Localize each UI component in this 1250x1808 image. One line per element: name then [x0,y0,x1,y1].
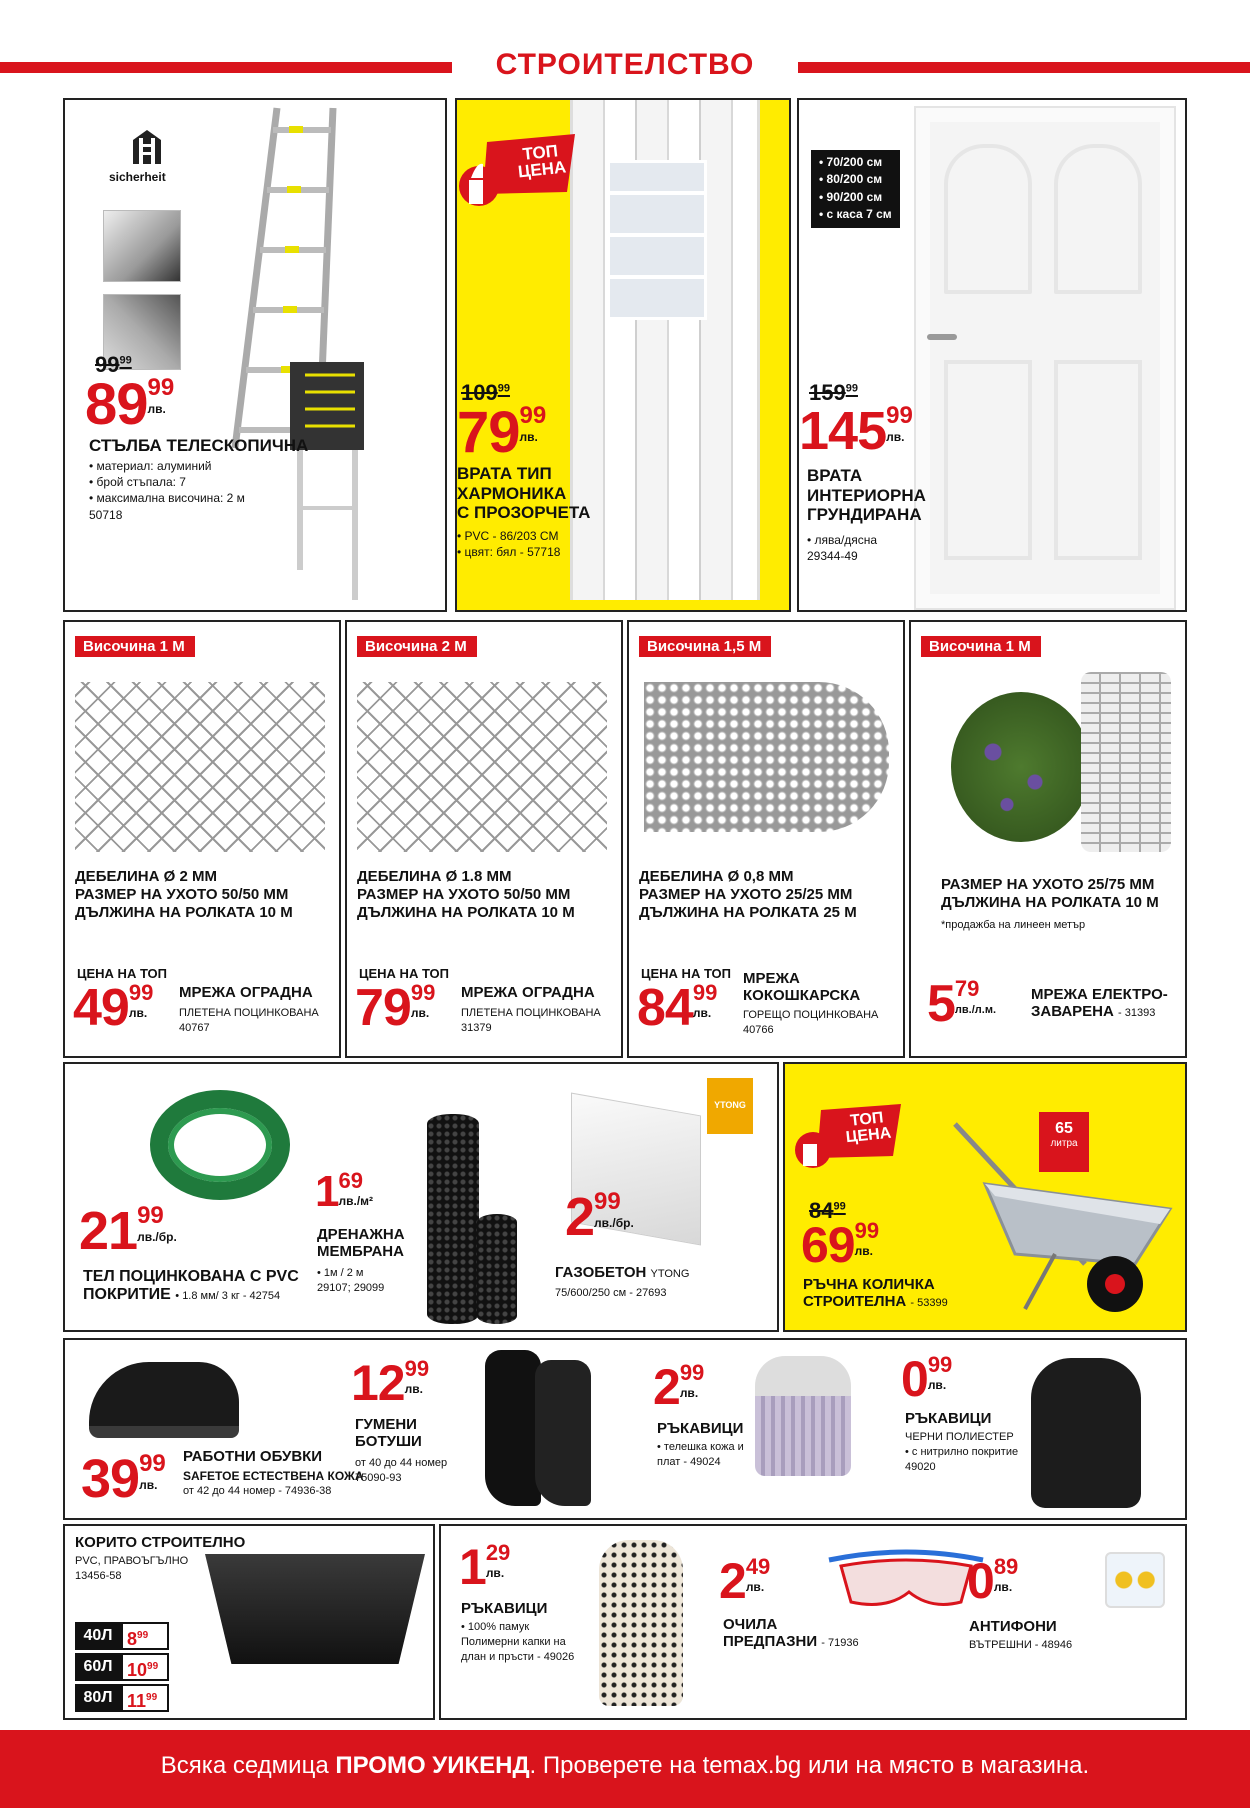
membrane-roll-image [477,1214,517,1324]
price-main: 2 [719,1553,746,1609]
product-code: 29107; 29099 [317,1281,385,1294]
fence2-name: МРЕЖА ОГРАДНА [461,984,595,1001]
rubber-boots-image [485,1350,541,1506]
leather-gloves-image [755,1356,851,1476]
cotton-gloves-price [459,1539,511,1595]
desc-line: длан и пръсти - 49026 [461,1650,575,1663]
name-line: ГАЗОБЕТОН [555,1264,647,1281]
height-label: Височина 1 М [75,636,195,657]
price-unit: лв. [519,430,538,444]
cotton-gloves-desc [461,1620,574,1665]
interior-door-card[interactable] [797,98,1187,612]
desc-line: ПЛЕТЕНА ПОЦИНКОВАНА [461,1007,601,1019]
price-cents: 79 [954,976,980,1001]
price-cents: 99 [854,1218,880,1243]
header-rule-right [798,62,1250,73]
leather-gloves-price [653,1359,705,1415]
fence2-price [355,979,436,1037]
price-unit: лв. [147,402,166,416]
chicken-mesh-name [743,970,860,1005]
size-option: • 80/200 см [819,171,892,188]
fence2-desc [461,1006,601,1036]
price-cents: 99 [137,1630,149,1641]
price-main: 49 [73,979,129,1037]
mesh-specs [639,868,857,922]
name-line: С ПРОЗОРЧЕТА [457,503,591,523]
size-option: • 90/200 см [819,189,892,206]
concrete-desc: 75/600/250 см - 27693 [555,1287,667,1299]
old-price-cents: 99 [845,382,858,395]
product-code: 49020 [905,1460,936,1473]
accordion-door-card[interactable] [455,98,791,612]
product-code: 50718 [89,507,123,522]
footer-text: . Проверете на temax.bg или на място в магазина. [529,1752,1090,1779]
trough-row [75,1653,169,1681]
mesh-specs [357,868,575,922]
name-line: ГУМЕНИ [355,1416,417,1433]
spec-line: ДЪЛЖИНА НА РОЛКАТА 10 М [941,894,1159,911]
price-cents: 99 [139,1450,166,1477]
price-main: 79 [355,979,411,1037]
top-price-label: ЦЕНА НА ТОП [77,966,168,981]
price-unit: лв. [128,1006,148,1020]
product-code: - 71936 [821,1637,859,1650]
footer-text: Всяка седмица [160,1752,336,1779]
concrete-price [565,1187,634,1247]
accordion-desc [457,528,560,560]
welded-mesh-name [1031,986,1168,1021]
price-main: 39 [81,1449,140,1509]
price-unit: лв. [692,1006,712,1020]
earplugs-desc: ВЪТРЕШНИ - 48946 [969,1639,1073,1651]
old-price-value: 84 [809,1198,834,1223]
interior-desc [807,532,877,564]
volume-unit: литра [1050,1138,1078,1149]
desc-line: ПЛЕТЕНА ПОЦИНКОВАНА [179,1007,319,1019]
old-price-value: 99 [95,352,120,377]
price-main: 5 [927,975,955,1033]
chicken-mesh-desc [743,1008,878,1038]
wheelbarrow-name [803,1276,948,1311]
name-line: ХАРМОНИКА [457,483,567,503]
brand-name: sicherheit [109,170,166,184]
price-cents: 99 [886,402,913,429]
ladder-desc [89,458,245,523]
price-unit: лв. [927,1378,947,1392]
desc-line: • PVC - 86/203 СМ [457,529,559,543]
welded-mesh-card[interactable] [909,620,1187,1058]
name-line: СТРОИТЕЛНА [803,1293,907,1311]
price-main: 12 [351,1355,405,1411]
desc-line: • 1.8 мм/ 3 кг - 42754 [175,1290,281,1303]
price-main: 0 [901,1351,928,1407]
top-price-label: ЦЕНА НА ТОП [359,966,450,981]
spec-line: ДЪЛЖИНА НА РОЛКАТА 10 М [75,904,293,921]
desc-line: Полимерни капки на [461,1635,566,1648]
shoes-name: РАБОТНИ ОБУВКИ [183,1448,323,1465]
boots-desc [355,1456,447,1486]
door-handle [927,334,957,340]
name-line: МЕМБРАНА [317,1243,404,1261]
desc-line: • максимална височина: 2 м [89,491,245,506]
price-cents: 89 [993,1554,1019,1579]
nitrile-gloves-price [901,1351,953,1407]
spec-line: ДЕБЕЛИНА Ø 1.8 ММ [357,868,512,885]
membrane-roll-image [427,1114,479,1324]
price-main: 10 [127,1660,148,1680]
shoes-desc [183,1468,364,1499]
building-materials-card[interactable] [63,1062,779,1332]
price-cents: 69 [338,1168,363,1193]
concrete-name [555,1264,689,1281]
size-option: • 70/200 см [819,154,892,171]
top-price-label: ЦЕНА НА ТОП [641,966,732,981]
price-cents: 99 [410,980,436,1005]
desc-line: • 1м / 2 м [317,1267,364,1279]
rubber-boots-image [535,1360,591,1506]
name-line: ГРУНДИРАНА [807,505,922,525]
price-cents: 99 [519,402,547,429]
mesh-specs [75,868,293,922]
price-unit: лв. [485,1566,505,1580]
header-rule-left [0,62,452,73]
earplugs-image [1105,1552,1165,1608]
old-price-value: 109 [461,380,498,405]
shoes-price [81,1449,166,1509]
ytong-logo: YTONG [707,1078,753,1134]
trough-size-table [75,1622,169,1712]
name-line: ТЕЛ ПОЦИНКОВАНА С PVC [83,1268,299,1285]
price-main: 79 [457,400,520,465]
spec-line: РАЗМЕР НА УХОТО 25/25 ММ [639,886,853,903]
price-cents: 99 [692,980,718,1005]
product-code: 31379 [461,1021,492,1034]
trough-row [75,1622,169,1650]
price-unit: лв./м² [338,1194,374,1208]
spec-line: ДЪЛЖИНА НА РОЛКАТА 25 М [639,904,857,921]
ladder-price [85,372,175,437]
cotton-gloves-image [599,1540,683,1706]
fence1-price [73,979,154,1037]
workwear-card[interactable] [63,1338,1187,1520]
footer-promo: ПРОМО УИКЕНД [335,1752,530,1779]
top-price-badge [457,134,577,229]
price-main: 21 [79,1201,138,1261]
price-main: 1 [459,1539,486,1595]
price-main: 145 [799,401,887,461]
desc-line: • цвят: бял - 57718 [457,545,561,560]
goggles-price [719,1553,771,1609]
earplugs-name: АНТИФОНИ [969,1618,1057,1635]
height-label: Височина 1,5 М [639,636,771,657]
brand-suffix: YTONG [650,1268,690,1280]
name-line: КОКОШКАРСКА [743,987,861,1005]
chicken-mesh-card[interactable] [627,620,905,1058]
desc-line: SAFETOE ЕСТЕСТВЕНА КОЖА [183,1469,364,1483]
desc-line: от 42 до 44 номер - 74936-38 [183,1485,332,1498]
product-code: 40767 [179,1021,210,1034]
door-panel [944,360,1032,560]
desc-line: ГОРЕЩО ПОЦИНКОВАНА [743,1009,879,1021]
price-unit: лв. [139,1478,158,1492]
door-panel [1054,144,1142,294]
price-cents: 99 [128,980,154,1005]
name-line: ПРЕДПАЗНИ [723,1633,818,1651]
boots-price [351,1355,430,1411]
price-cents: 99 [146,1692,158,1703]
trough-row [75,1684,169,1712]
wheelbarrow-price [801,1217,880,1273]
old-price-cents: 99 [497,382,510,395]
price-unit: лв. [993,1580,1013,1594]
protection-card[interactable] [439,1524,1187,1720]
price-main: 8 [127,1629,138,1649]
desc-line: • лява/дясна [807,533,878,547]
work-shoe-image [89,1362,239,1438]
trough-size: 80Л [75,1684,121,1712]
name-line: ЗАВАРЕНА [1031,1003,1114,1021]
badge-line: ЦЕНА [845,1124,893,1147]
welded-mesh-roll-image [1081,672,1171,852]
wire-name [83,1268,299,1305]
accordion-name [457,464,590,523]
promo-footer [0,1730,1250,1808]
goggles-name [723,1616,859,1651]
trough-card[interactable] [63,1524,435,1720]
price-cents: 99 [594,1188,621,1215]
chicken-mesh-image [644,682,889,832]
desc-line: от 40 до 44 номер [355,1457,448,1469]
desc-line: плат - 49024 [657,1455,721,1468]
spec-line: ДЪЛЖИНА НА РОЛКАТА 10 М [357,904,575,921]
price-cents: 29 [485,1540,511,1565]
price-cents: 99 [927,1352,953,1377]
door-sizes [811,150,900,228]
price-main: 89 [85,372,148,437]
wire-price [79,1201,177,1261]
chicken-mesh-price [637,979,718,1037]
interior-name [807,466,926,525]
name-line: ВРАТА [807,466,863,485]
price-unit: лв. [410,1006,430,1020]
product-code: 40766 [743,1023,774,1036]
fence-mesh-2-card[interactable] [345,620,623,1058]
safety-goggles-image [821,1540,991,1620]
welded-mesh-price [927,975,997,1033]
spec-line: ДЕБЕЛИНА Ø 0,8 ММ [639,868,794,885]
product-code: 13456-58 [75,1569,122,1582]
spec-line: РАЗМЕР НА УХОТО 50/50 ММ [75,886,289,903]
trough-name: КОРИТО СТРОИТЕЛНО [75,1534,246,1551]
name-line: МРЕЖА [743,970,800,987]
door-panel [1054,360,1142,560]
wheelbarrow-image [935,1114,1185,1314]
mesh-specs [941,876,1159,912]
desc-line: 29344-49 [807,549,858,564]
price-cents: 99 [147,1661,159,1672]
product-code: 75090-93 [355,1471,402,1484]
spec-line: ДЕБЕЛИНА Ø 2 ММ [75,868,217,885]
trough-image [205,1554,425,1664]
door-panel [944,144,1032,294]
price-unit: лв. [886,430,905,444]
door-window [607,160,707,320]
leather-gloves-name: РЪКАВИЦИ [657,1420,744,1437]
nitrile-gloves-image [1031,1358,1141,1508]
price-main: 2 [565,1187,595,1247]
height-label: Височина 2 М [357,636,477,657]
name-line: ИНТЕРИОРНА [807,485,926,505]
badge-line: ТОП [521,141,559,164]
old-price-cents: 99 [119,354,132,367]
spec-line: РАЗМЕР НА УХОТО 50/50 ММ [357,886,571,903]
desc-line: PVC, ПРАВОЪГЪЛНО [75,1555,189,1567]
old-price-value: 159 [809,380,846,405]
product-code: - 53399 [910,1297,948,1310]
sale-note: *продажба на линеен метър [941,919,1086,931]
price-cents: 99 [137,1202,164,1229]
membrane-price [315,1167,374,1216]
nitrile-gloves-desc [905,1430,1018,1475]
size-option: • с каса 7 см [819,206,892,223]
ladder-image [215,100,445,610]
wheelbarrow-card[interactable] [783,1062,1187,1332]
price-cents: 49 [745,1554,771,1579]
name-line: БОТУШИ [355,1433,422,1451]
badge-line: ЦЕНА [517,157,568,182]
fence1-desc [179,1006,319,1036]
fence1-name: МРЕЖА ОГРАДНА [179,984,313,1001]
height-label: Височина 1 М [921,636,1041,657]
membrane-name [317,1226,405,1261]
volume-value: 65 [1055,1120,1073,1137]
price-unit: лв./бр. [594,1216,634,1230]
leather-gloves-desc [657,1440,744,1470]
name-line: ДРЕНАЖНА [317,1226,405,1243]
badge-line: ТОП [849,1109,885,1130]
price-cents: 99 [679,1360,705,1385]
price-main: 1 [315,1167,339,1216]
garden-image [951,692,1091,842]
interior-price [799,401,913,461]
price-unit: лв. [854,1244,873,1258]
desc-line: • 100% памук [461,1621,530,1633]
desc-line: • брой стъпала: 7 [89,475,186,490]
desc-line: • материал: алуминий [89,459,212,473]
name-line: ОЧИЛА [723,1616,778,1633]
trough-size: 40Л [75,1622,121,1650]
fence-mesh-1-card[interactable] [63,620,341,1058]
earplugs-price [967,1553,1019,1609]
price-unit: лв. [404,1382,423,1396]
product-code: - 31393 [1118,1007,1156,1020]
price-main: 2 [653,1359,680,1415]
name-line: ПОКРИТИЕ [83,1286,171,1304]
accordion-price [457,400,547,465]
price-main: 84 [637,979,693,1037]
membrane-desc [317,1266,384,1296]
price-cents: 99 [404,1356,430,1381]
desc-line: • с нитрилно покритие [905,1445,1019,1458]
price-cents: 99 [147,374,175,401]
name-line: ВРАТА ТИП [457,464,552,483]
chain-link-image [357,682,607,852]
page-title: СТРОИТЕЛСТВО [495,48,755,81]
ladder-card[interactable] [63,98,447,612]
price-unit: лв./бр. [137,1230,177,1244]
price-main: 11 [127,1691,147,1711]
boots-name [355,1416,422,1451]
old-price-cents: 99 [833,1200,846,1213]
name-line: МРЕЖА ЕЛЕКТРО- [1031,986,1168,1003]
trough-size: 60Л [75,1653,121,1681]
name-line: РЪЧНА КОЛИЧКА [803,1276,935,1293]
price-unit: лв. [679,1386,699,1400]
desc-line: ЧЕРНИ ПОЛИЕСТЕР [905,1431,1014,1443]
ladder-detail-image [103,210,181,282]
cotton-gloves-name: РЪКАВИЦИ [461,1600,548,1617]
top-price-badge [793,1104,903,1189]
ladder-name: СТЪЛБА ТЕЛЕСКОПИЧНА [89,436,309,455]
price-unit: лв. [745,1580,765,1594]
nitrile-gloves-name: РЪКАВИЦИ [905,1410,992,1427]
price-unit: лв./л.м. [954,1004,997,1016]
chain-link-image [75,682,325,852]
price-main: 69 [801,1217,855,1273]
desc-line: • телешка кожа и [657,1441,744,1453]
price-main: 0 [967,1553,994,1609]
spec-line: РАЗМЕР НА УХОТО 25/75 ММ [941,876,1155,893]
wire-coil-image [150,1090,290,1200]
trough-desc [75,1554,188,1584]
